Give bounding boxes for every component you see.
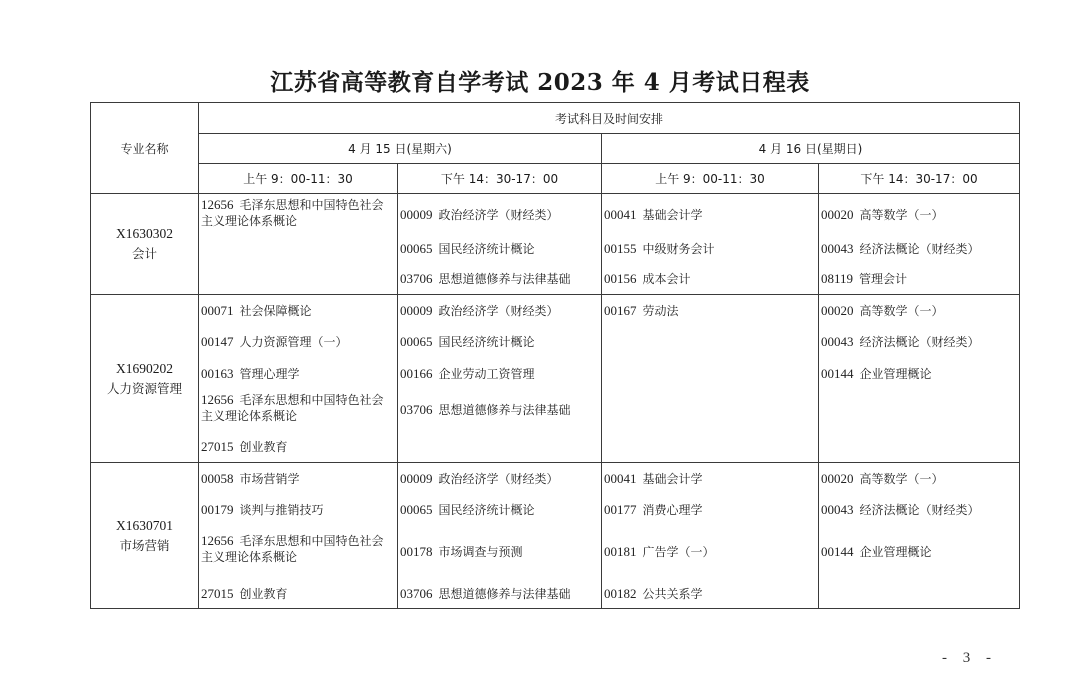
course-item: 00009 政治经济学（财经类） xyxy=(400,303,559,318)
course-item: 00155 中级财务会计 xyxy=(604,241,715,256)
day1-morning-cell xyxy=(199,463,398,609)
day2-afternoon-cell xyxy=(819,194,1020,295)
day1-morning-cell xyxy=(199,194,398,295)
course-item: 03706 思想道德修养与法律基础 xyxy=(400,586,571,601)
day1-afternoon-cell xyxy=(398,463,602,609)
course-item: 00177 消费心理学 xyxy=(604,502,703,517)
table-row xyxy=(91,295,1020,463)
course-item: 27015 创业教育 xyxy=(201,586,288,601)
major-name: 市场营销 xyxy=(119,537,170,553)
course-item: 00020 高等数学（一） xyxy=(821,303,944,318)
course-item: 00065 国民经济统计概论 xyxy=(400,502,535,517)
course-item: 00179 谈判与推销技巧 xyxy=(201,502,324,517)
major-name: 人力资源管理 xyxy=(106,380,182,396)
major-cell xyxy=(91,295,199,463)
course-item: 08119 管理会计 xyxy=(821,271,908,286)
course-item: 00163 管理心理学 xyxy=(201,366,300,381)
course-item: 27015 创业教育 xyxy=(201,439,288,454)
course-item: 00009 政治经济学（财经类） xyxy=(400,207,559,222)
course-item: 00167 劳动法 xyxy=(604,303,679,318)
course-item: 12656 毛泽东思想和中国特色社会主义理论体系概论 xyxy=(201,533,384,564)
day1-morning-cell xyxy=(199,295,398,463)
header-schedule-group: 考试科目及时间安排 xyxy=(199,103,1020,134)
major-code: X1630701 xyxy=(116,517,173,533)
header-day2-morning: 上午 9：00-11：30 xyxy=(602,164,819,194)
course-item: 00156 成本会计 xyxy=(604,271,691,286)
day2-morning-cell xyxy=(602,295,819,463)
course-item: 00147 人力资源管理（一） xyxy=(201,334,348,349)
day2-morning-cell xyxy=(602,194,819,295)
course-item: 03706 思想道德修养与法律基础 xyxy=(400,402,571,417)
header-day1-morning: 上午 9：00-11：30 xyxy=(199,164,398,194)
course-item: 00020 高等数学（一） xyxy=(821,471,944,486)
course-item: 00178 市场调查与预测 xyxy=(400,544,523,559)
day2-morning-cell xyxy=(602,463,819,609)
header-day2-afternoon: 下午 14：30-17：00 xyxy=(819,164,1020,194)
page-number: - 3 - xyxy=(942,650,997,666)
header-day-1: 4 月 15 日(星期六) xyxy=(199,134,602,164)
table-row xyxy=(91,463,1020,609)
major-cell xyxy=(91,463,199,609)
course-item: 00144 企业管理概论 xyxy=(821,544,932,559)
course-item: 00041 基础会计学 xyxy=(604,471,703,486)
day2-afternoon-cell xyxy=(819,295,1020,463)
course-item: 00043 经济法概论（财经类） xyxy=(821,241,980,256)
course-item: 12656 毛泽东思想和中国特色社会主义理论体系概论 xyxy=(201,392,384,423)
course-item: 12656 毛泽东思想和中国特色社会主义理论体系概论 xyxy=(201,197,384,228)
course-item: 00166 企业劳动工资管理 xyxy=(400,366,535,381)
course-item: 00058 市场营销学 xyxy=(201,471,300,486)
major-code: X1690202 xyxy=(116,360,173,376)
major-name: 会计 xyxy=(131,246,157,261)
table-row xyxy=(91,194,1020,295)
day1-afternoon-cell xyxy=(398,194,602,295)
exam-schedule-table xyxy=(90,102,1020,609)
course-item: 00043 经济法概论（财经类） xyxy=(821,334,980,349)
day2-afternoon-cell xyxy=(819,463,1020,609)
course-item: 00181 广告学（一） xyxy=(604,544,715,559)
course-item: 00065 国民经济统计概论 xyxy=(400,334,535,349)
major-cell xyxy=(91,194,199,295)
day1-afternoon-cell xyxy=(398,295,602,463)
header-major-name: 专业名称 xyxy=(91,103,199,194)
course-item: 00020 高等数学（一） xyxy=(821,207,944,222)
course-item: 03706 思想道德修养与法律基础 xyxy=(400,271,571,286)
course-item: 00144 企业管理概论 xyxy=(821,366,932,381)
course-item: 00009 政治经济学（财经类） xyxy=(400,471,559,486)
major-code: X1630302 xyxy=(116,226,173,241)
course-item: 00041 基础会计学 xyxy=(604,207,703,222)
course-item: 00043 经济法概论（财经类） xyxy=(821,502,980,517)
document-title: 江苏省高等教育自学考试 2023 年 4 月考试日程表 xyxy=(270,69,810,96)
header-day-2: 4 月 16 日(星期日) xyxy=(602,134,1020,164)
course-item: 00065 国民经济统计概论 xyxy=(400,241,535,256)
header-day1-afternoon: 下午 14：30-17：00 xyxy=(398,164,602,194)
course-item: 00071 社会保障概论 xyxy=(201,303,312,318)
course-item: 00182 公共关系学 xyxy=(604,586,703,601)
